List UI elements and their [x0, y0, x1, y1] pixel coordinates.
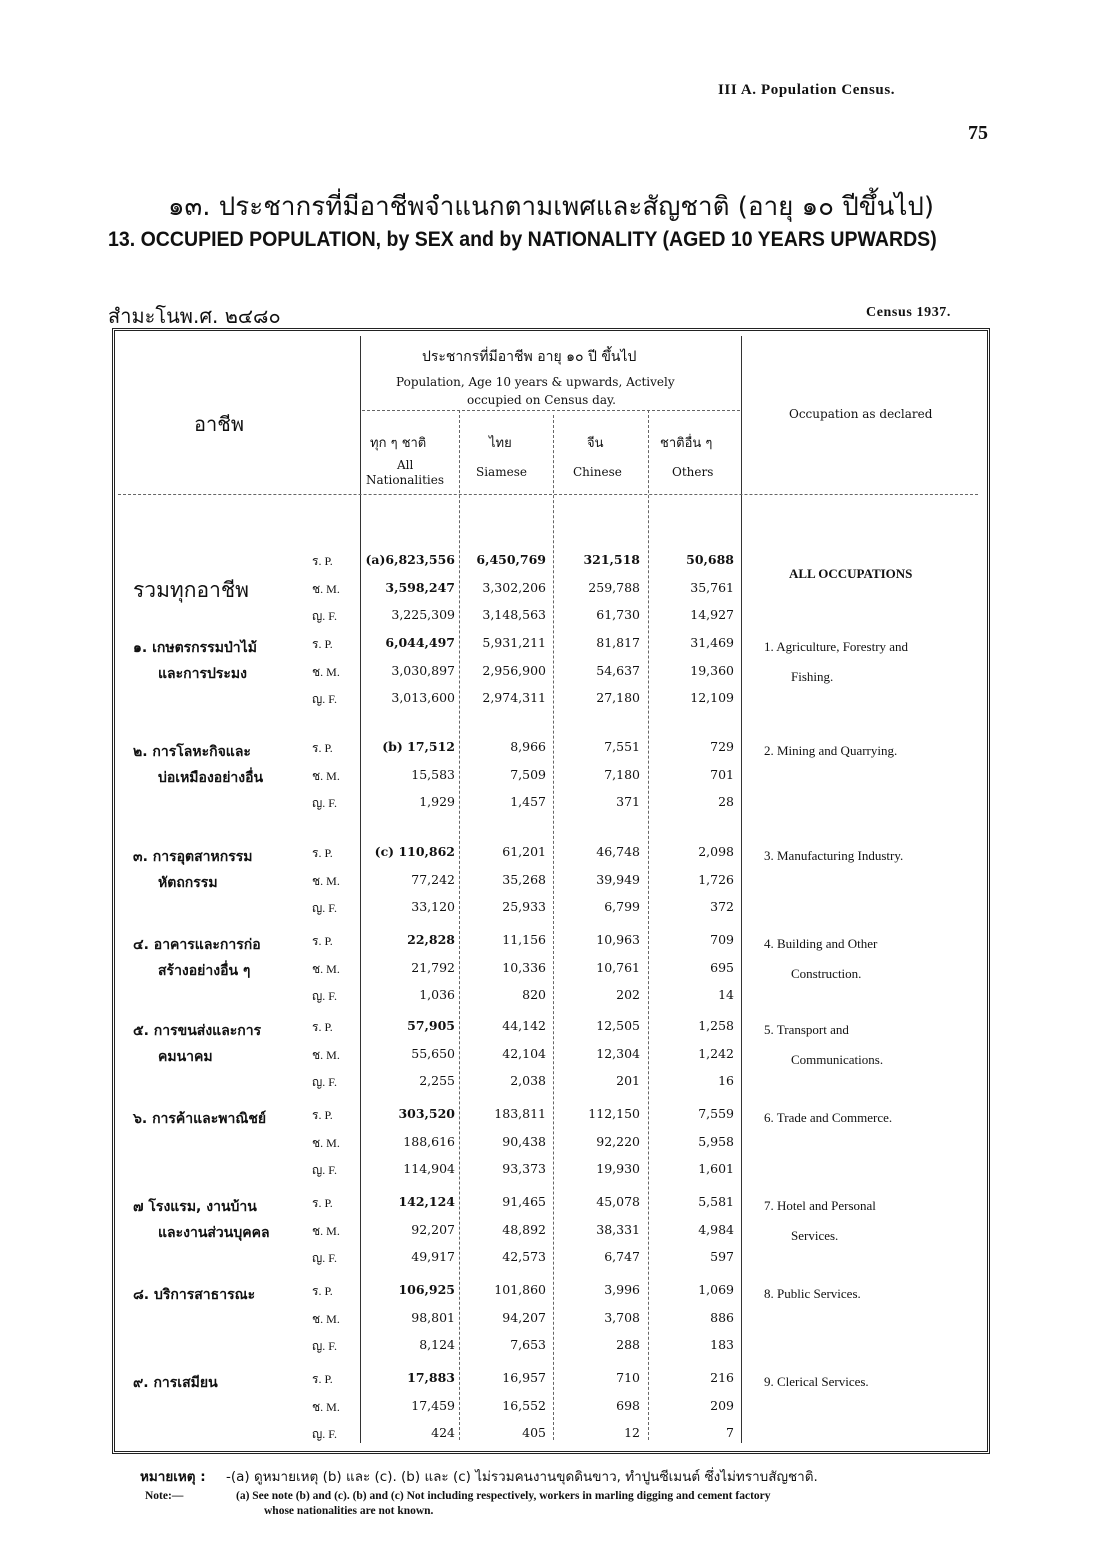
cell-siamese: 11,156: [502, 932, 546, 947]
cell-siamese: 2,956,900: [482, 663, 546, 678]
cell-all: 3,598,247: [385, 580, 455, 595]
cell-all: 77,242: [411, 872, 455, 887]
cell-others: 7: [726, 1425, 734, 1440]
cell-chinese: 39,949: [596, 872, 640, 887]
cell-siamese: 820: [522, 987, 546, 1002]
col-rule-declared: [741, 336, 742, 1443]
cell-siamese: 7,653: [510, 1337, 546, 1352]
cell-all: 33,120: [411, 899, 455, 914]
col-siamese-en: Siamese: [476, 465, 527, 479]
cell-all: 3,030,897: [391, 663, 455, 678]
occupation-thai-name: ๒. การโลหะกิจและ: [133, 744, 251, 760]
cell-others: 1,069: [698, 1282, 734, 1297]
page-number: 75: [968, 122, 988, 144]
occupation-english-name-line2: Services.: [791, 1228, 839, 1243]
sex-label: ช. M.: [312, 874, 340, 888]
cell-chinese: 12,505: [596, 1018, 640, 1033]
sex-label: ร. P.: [312, 1372, 333, 1386]
subheader-rule: [362, 410, 740, 411]
cell-siamese: 3,302,206: [482, 580, 546, 595]
sex-label: ญ. F.: [312, 901, 337, 915]
occupation-thai-name: ๓. การอุตสาหกรรม: [133, 849, 253, 865]
cell-others: 701: [710, 767, 734, 782]
cell-all: 3,013,600: [391, 690, 455, 705]
col-all-en1: All: [397, 458, 414, 472]
cell-siamese: 90,438: [502, 1134, 546, 1149]
cell-siamese: 91,465: [502, 1194, 546, 1209]
cell-all: 142,124: [398, 1194, 455, 1209]
cell-all: 17,883: [407, 1370, 455, 1385]
cell-chinese: 10,963: [596, 932, 640, 947]
cell-chinese: 45,078: [596, 1194, 640, 1209]
cell-others: 7,559: [698, 1106, 734, 1121]
cell-all: 1,929: [419, 794, 455, 809]
cell-others: 1,726: [698, 872, 734, 887]
cell-all: 303,520: [398, 1106, 455, 1121]
sex-label: ช. M.: [312, 962, 340, 976]
sex-label: ญ. F.: [312, 1339, 337, 1353]
cell-all: 92,207: [411, 1222, 455, 1237]
occupation-declared-header: Occupation as declared: [789, 407, 933, 421]
cell-chinese: 3,996: [604, 1282, 640, 1297]
cell-all: 8,124: [419, 1337, 455, 1352]
cell-chinese: 46,748: [596, 844, 640, 859]
note-en-text-2: whose nationalities are not known.: [264, 1505, 434, 1517]
occupation-thai-name: ๖. การค้าและพาณิชย์: [133, 1111, 267, 1127]
sex-label: ร. P.: [312, 741, 333, 755]
cell-others: 183: [710, 1337, 734, 1352]
sex-label: ร. P.: [312, 1108, 333, 1122]
cell-siamese: 2,038: [510, 1073, 546, 1088]
cell-others: 1,258: [698, 1018, 734, 1033]
cell-chinese: 259,788: [588, 580, 640, 595]
cell-siamese: 16,552: [502, 1398, 546, 1413]
cell-chinese: 288: [616, 1337, 640, 1352]
population-thai-header: ประชากรที่มีอาชีพ อายุ ๑๐ ปี ขึ้นไป: [422, 349, 637, 365]
cell-chinese: 201: [616, 1073, 640, 1088]
cell-all: 106,925: [398, 1282, 455, 1297]
sex-label: ร. P.: [312, 1020, 333, 1034]
cell-siamese: 101,860: [494, 1282, 546, 1297]
cell-chinese: 371: [616, 794, 640, 809]
col-chinese-thai: จีน: [587, 436, 604, 451]
cell-all: 1,036: [419, 987, 455, 1002]
cell-all: 55,650: [411, 1046, 455, 1061]
occupation-thai-name: ๕. การขนส่งและการ: [133, 1023, 262, 1039]
sex-label: ช. M.: [312, 582, 340, 596]
col-all-en2: Nationalities: [366, 473, 445, 487]
sex-label: ร. P.: [312, 1196, 333, 1210]
cell-others: 729: [710, 739, 734, 754]
occupation-thai-name: ๗ โรงแรม, งานบ้าน: [133, 1199, 257, 1215]
sex-label: ร. P.: [312, 554, 333, 568]
title-english: 13. OCCUPIED POPULATION, by SEX and by NATIONALITY (AGED 10 YEARS UPWARDS): [108, 228, 937, 251]
occupation-english-name-line2: Communications.: [791, 1052, 884, 1067]
occupation-thai-header: อาชีพ: [194, 412, 244, 436]
sex-label: ร. P.: [312, 1284, 333, 1298]
cell-siamese: 25,933: [502, 899, 546, 914]
cell-chinese: 202: [616, 987, 640, 1002]
cell-siamese: 405: [522, 1425, 546, 1440]
cell-others: 209: [710, 1398, 734, 1413]
cell-others: 2,098: [698, 844, 734, 859]
occupation-thai-name-line2: สร้างอย่างอื่น ๆ: [158, 963, 251, 979]
cell-siamese: 7,509: [510, 767, 546, 782]
cell-chinese: 61,730: [596, 607, 640, 622]
occupation-english-name: 1. Agriculture, Forestry and: [764, 639, 909, 654]
occupation-english-name: 8. Public Services.: [764, 1286, 861, 1301]
sex-label: ญ. F.: [312, 1427, 337, 1441]
sex-label: ช. M.: [312, 1312, 340, 1326]
cell-all: 424: [431, 1425, 455, 1440]
occupation-english-name: 6. Trade and Commerce.: [764, 1110, 893, 1125]
cell-siamese: 16,957: [502, 1370, 546, 1385]
sex-label: ญ. F.: [312, 692, 337, 706]
sex-label: ญ. F.: [312, 1163, 337, 1177]
occupation-english-name: ALL OCCUPATIONS: [789, 566, 913, 581]
note-en-label: Note:—: [145, 1490, 184, 1502]
occupation-thai-name-line2: คมนาคม: [158, 1049, 213, 1065]
note-en-text-1: (a) See note (b) and (c). (b) and (c) Not including respectively, workers in marling digging and cement factory: [236, 1490, 771, 1502]
col-chinese-en: Chinese: [573, 465, 622, 479]
cell-all: 2,255: [419, 1073, 455, 1088]
cell-others: 1,601: [698, 1161, 734, 1176]
cell-siamese: 44,142: [502, 1018, 546, 1033]
col-rule-occupation: [360, 336, 361, 1443]
cell-others: 14,927: [690, 607, 734, 622]
cell-all: 114,904: [403, 1161, 455, 1176]
sex-label: ญ. F.: [312, 989, 337, 1003]
occupation-thai-name-line2: บ่อเหมืองอย่างอื่น: [158, 770, 264, 786]
sex-label: ช. M.: [312, 1048, 340, 1062]
col-others-en: Others: [672, 465, 714, 479]
cell-chinese: 10,761: [596, 960, 640, 975]
cell-others: 16: [718, 1073, 734, 1088]
occupation-thai-name: ๔. อาคารและการก่อ: [133, 937, 261, 953]
cell-all: 15,583: [411, 767, 455, 782]
sex-label: ญ. F.: [312, 796, 337, 810]
section-heading: III A. Population Census.: [718, 82, 896, 98]
cell-others: 5,958: [698, 1134, 734, 1149]
cell-all: 17,459: [411, 1398, 455, 1413]
cell-others: 216: [710, 1370, 734, 1385]
cell-all: 188,616: [403, 1134, 455, 1149]
cell-others: 28: [718, 794, 734, 809]
col-rule-chinese: [553, 415, 554, 1440]
cell-others: 4,984: [698, 1222, 734, 1237]
sex-label: ญ. F.: [312, 1251, 337, 1265]
cell-others: 886: [710, 1310, 734, 1325]
cell-chinese: 6,747: [604, 1249, 640, 1264]
cell-chinese: 710: [616, 1370, 640, 1385]
occupation-english-name: 4. Building and Other: [764, 936, 878, 951]
note-thai-label: หมายเหตุ :: [140, 1469, 206, 1485]
sex-label: ร. P.: [312, 934, 333, 948]
cell-siamese: 5,931,211: [482, 635, 546, 650]
sex-label: ช. M.: [312, 769, 340, 783]
occupation-english-name: 9. Clerical Services.: [764, 1374, 869, 1389]
cell-chinese: 112,150: [588, 1106, 640, 1121]
header-rule: [118, 494, 978, 495]
population-en-header-2: occupied on Census day.: [467, 393, 616, 407]
cell-all: 49,917: [411, 1249, 455, 1264]
census-english: Census 1937.: [866, 305, 951, 320]
col-rule-siamese: [459, 410, 460, 1440]
sex-label: ช. M.: [312, 1400, 340, 1414]
cell-others: 709: [710, 932, 734, 947]
col-siamese-thai: ไทย: [489, 436, 512, 451]
cell-all: (c) 110,862: [374, 844, 455, 859]
cell-siamese: 42,573: [502, 1249, 546, 1264]
cell-others: 12,109: [690, 690, 734, 705]
col-rule-others: [648, 410, 649, 1440]
census-thai: สำมะโนพ.ศ. ๒๔๘๐: [108, 304, 281, 328]
occupation-english-name: 3. Manufacturing Industry.: [764, 848, 904, 863]
cell-others: 372: [710, 899, 734, 914]
population-en-header-1: Population, Age 10 years & upwards, Actively: [396, 375, 675, 389]
cell-chinese: 7,551: [604, 739, 640, 754]
occupation-thai-name: ๘. บริการสาธารณะ: [133, 1287, 256, 1303]
cell-chinese: 12: [624, 1425, 640, 1440]
cell-others: 1,242: [698, 1046, 734, 1061]
cell-all: 6,044,497: [385, 635, 455, 650]
cell-chinese: 81,817: [596, 635, 640, 650]
cell-others: 14: [718, 987, 734, 1002]
cell-all: (a)6,823,556: [365, 552, 455, 567]
cell-siamese: 48,892: [502, 1222, 546, 1237]
sex-label: ช. M.: [312, 665, 340, 679]
occupation-thai-name: ๙. การเสมียน: [133, 1375, 218, 1391]
cell-all: 57,905: [407, 1018, 455, 1033]
cell-siamese: 10,336: [502, 960, 546, 975]
cell-chinese: 92,220: [596, 1134, 640, 1149]
cell-chinese: 3,708: [604, 1310, 640, 1325]
sex-label: ร. P.: [312, 846, 333, 860]
cell-all: 3,225,309: [391, 607, 455, 622]
cell-chinese: 54,637: [596, 663, 640, 678]
cell-siamese: 35,268: [502, 872, 546, 887]
cell-chinese: 12,304: [596, 1046, 640, 1061]
cell-chinese: 27,180: [596, 690, 640, 705]
occupation-english-name-line2: Construction.: [791, 966, 862, 981]
col-others-thai: ชาติอื่น ๆ: [660, 436, 713, 451]
occupation-thai-name-line2: และการประมง: [158, 666, 247, 682]
occupation-english-name: 2. Mining and Quarrying.: [764, 743, 898, 758]
cell-siamese: 8,966: [510, 739, 546, 754]
cell-chinese: 6,799: [604, 899, 640, 914]
occupation-thai-name: ๑. เกษตรกรรมป่าไม้: [133, 640, 257, 656]
note-thai-text: -(a) ดูหมายเหตุ (b) และ (c). (b) และ (c) ไม่รวมคนงานขุดดินขาว, ทำปูนซีเมนต์ ซึ่งไม่ทราบสัญชาติ.: [226, 1469, 818, 1485]
cell-others: 35,761: [690, 580, 734, 595]
cell-chinese: 7,180: [604, 767, 640, 782]
occupation-english-name: 5. Transport and: [764, 1022, 849, 1037]
sex-label: ช. M.: [312, 1136, 340, 1150]
cell-all: 21,792: [411, 960, 455, 975]
cell-siamese: 6,450,769: [476, 552, 546, 567]
cell-others: 19,360: [690, 663, 734, 678]
cell-all: (b) 17,512: [382, 739, 455, 754]
cell-chinese: 19,930: [596, 1161, 640, 1176]
col-all-thai: ทุก ๆ ชาติ: [370, 436, 427, 451]
occupation-thai-name-line2: หัตถกรรม: [158, 875, 218, 891]
cell-siamese: 94,207: [502, 1310, 546, 1325]
cell-siamese: 183,811: [494, 1106, 546, 1121]
cell-siamese: 2,974,311: [482, 690, 546, 705]
sex-label: ร. P.: [312, 637, 333, 651]
occupation-thai-name: รวมทุกอาชีพ: [133, 578, 249, 602]
cell-siamese: 3,148,563: [482, 607, 546, 622]
sex-label: ช. M.: [312, 1224, 340, 1238]
cell-siamese: 93,373: [502, 1161, 546, 1176]
sex-label: ญ. F.: [312, 1075, 337, 1089]
cell-chinese: 321,518: [583, 552, 640, 567]
cell-siamese: 42,104: [502, 1046, 546, 1061]
cell-others: 5,581: [698, 1194, 734, 1209]
cell-siamese: 1,457: [510, 794, 546, 809]
cell-others: 695: [710, 960, 734, 975]
cell-others: 31,469: [690, 635, 734, 650]
occupation-english-name: 7. Hotel and Personal: [764, 1198, 876, 1213]
cell-siamese: 61,201: [502, 844, 546, 859]
cell-all: 22,828: [407, 932, 455, 947]
sex-label: ญ. F.: [312, 609, 337, 623]
cell-all: 98,801: [411, 1310, 455, 1325]
occupation-english-name-line2: Fishing.: [791, 669, 834, 684]
cell-chinese: 38,331: [596, 1222, 640, 1237]
cell-others: 597: [710, 1249, 734, 1264]
title-thai: ๑๓. ประชากรที่มีอาชีพจำแนกตามเพศและสัญชาติ (อายุ ๑๐ ปีขึ้นไป): [168, 192, 935, 222]
cell-chinese: 698: [616, 1398, 640, 1413]
cell-others: 50,688: [686, 552, 734, 567]
occupation-thai-name-line2: และงานส่วนบุคคล: [158, 1225, 270, 1241]
